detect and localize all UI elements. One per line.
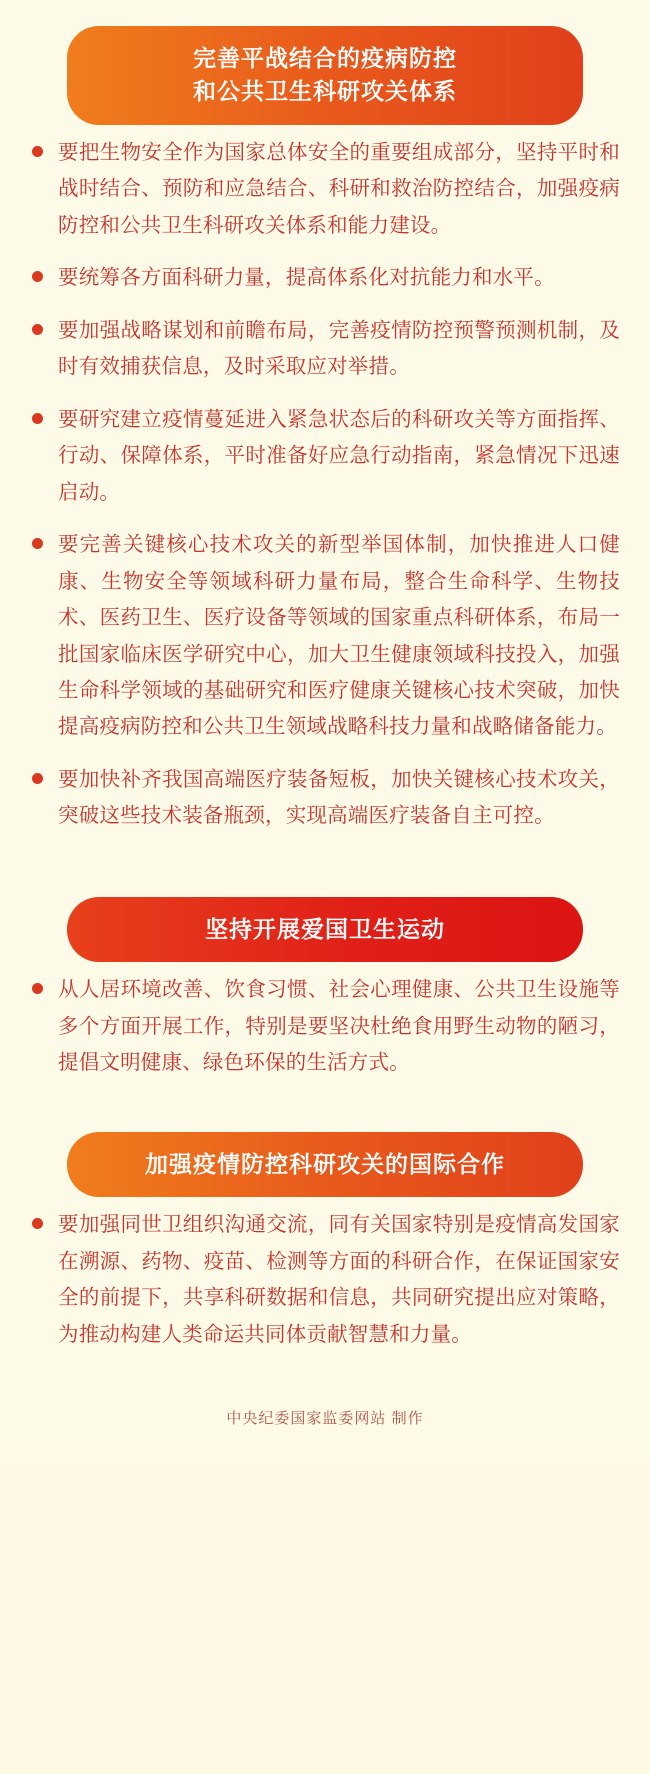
section-1-banner bbox=[67, 26, 583, 125]
bullet-icon bbox=[32, 538, 43, 549]
paragraph-text: 要加强战略谋划和前瞻布局，完善疫情防控预警预测机制，及时有效捕获信息，及时采取应对举措。 bbox=[58, 318, 620, 379]
section-1-banner-line-2: 和公共卫生科研攻关体系 bbox=[193, 78, 457, 105]
bullet-icon bbox=[32, 324, 43, 335]
bullet-icon bbox=[32, 413, 43, 424]
section-2-banner-line-1: 坚持开展爱国卫生运动 bbox=[205, 915, 445, 942]
section-1-body bbox=[0, 125, 650, 835]
section-2 bbox=[0, 897, 650, 1102]
footer-credit: 中央纪委国家监委网站 制作 bbox=[226, 1410, 424, 1427]
paragraph bbox=[30, 762, 620, 835]
paragraph-text: 要加快补齐我国高端医疗装备短板，加快关键核心技术攻关，突破这些技术装备瓶颈，实现高端医疗装备自主可控。 bbox=[58, 767, 620, 828]
bullet-icon bbox=[32, 983, 43, 994]
paragraph bbox=[30, 527, 620, 746]
section-3-banner bbox=[67, 1132, 583, 1197]
paragraph bbox=[30, 1207, 620, 1353]
paragraph bbox=[30, 402, 620, 511]
paragraph-text: 要统筹各方面科研力量，提高体系化对抗能力和水平。 bbox=[58, 266, 555, 290]
bullet-icon bbox=[32, 146, 43, 157]
paragraph-text: 要研究建立疫情蔓延进入紧急状态后的科研攻关等方面指挥、行动、保障体系，平时准备好应急行动指南，紧急情况下迅速启动。 bbox=[58, 407, 620, 504]
paragraph bbox=[30, 260, 620, 296]
paragraph bbox=[30, 313, 620, 386]
paragraph bbox=[30, 135, 620, 244]
section-spacer bbox=[0, 855, 650, 897]
section-1-banner-line-1: 完善平战结合的疫病防控 bbox=[193, 45, 457, 71]
section-3 bbox=[0, 1132, 650, 1373]
bullet-icon bbox=[32, 271, 43, 282]
paragraph-text: 从人居环境改善、饮食习惯、社会心理健康、公共卫生设施等多个方面开展工作，特别是要坚决杜绝食用野生动物的陋习，提倡文明健康、绿色环保的生活方式。 bbox=[58, 978, 620, 1075]
section-2-banner bbox=[67, 897, 583, 962]
section-spacer bbox=[0, 1102, 650, 1132]
section-2-body bbox=[0, 962, 650, 1081]
bullet-icon bbox=[32, 1218, 43, 1229]
bullet-icon bbox=[32, 773, 43, 784]
section-3-body bbox=[0, 1197, 650, 1353]
section-3-banner-line-1: 加强疫情防控科研攻关的国际合作 bbox=[145, 1150, 505, 1177]
paragraph-text: 要把生物安全作为国家总体安全的重要组成部分，坚持平时和战时结合、预防和应急结合、科研和救治防控结合，加强疫病防控和公共卫生科研攻关体系和能力建设。 bbox=[58, 140, 620, 237]
paragraph-text: 要完善关键核心技术攻关的新型举国体制，加快推进人口健康、生物安全等领域科研力量布局，整合生命科学、生物技术、医药卫生、医疗设备等领域的国家重点科研体系，布局一批国家临床医学研究中心，加大卫生健康领域科技投入，加强生命科学领域的基础研究和医疗健康关键核心技术突破，加快提高疫病防控和公共卫生领域战略科技力量和战略储备能力。 bbox=[58, 533, 620, 739]
paragraph bbox=[30, 972, 620, 1081]
paragraph-text: 要加强同世卫组织沟通交流，同有关国家特别是疫情高发国家在溯源、药物、疫苗、检测等方面的科研合作，在保证国家安全的前提下，共享科研数据和信息，共同研究提出应对策略，为推动构建人类命运共同体贡献智慧和力量。 bbox=[58, 1213, 620, 1346]
section-1 bbox=[0, 26, 650, 855]
